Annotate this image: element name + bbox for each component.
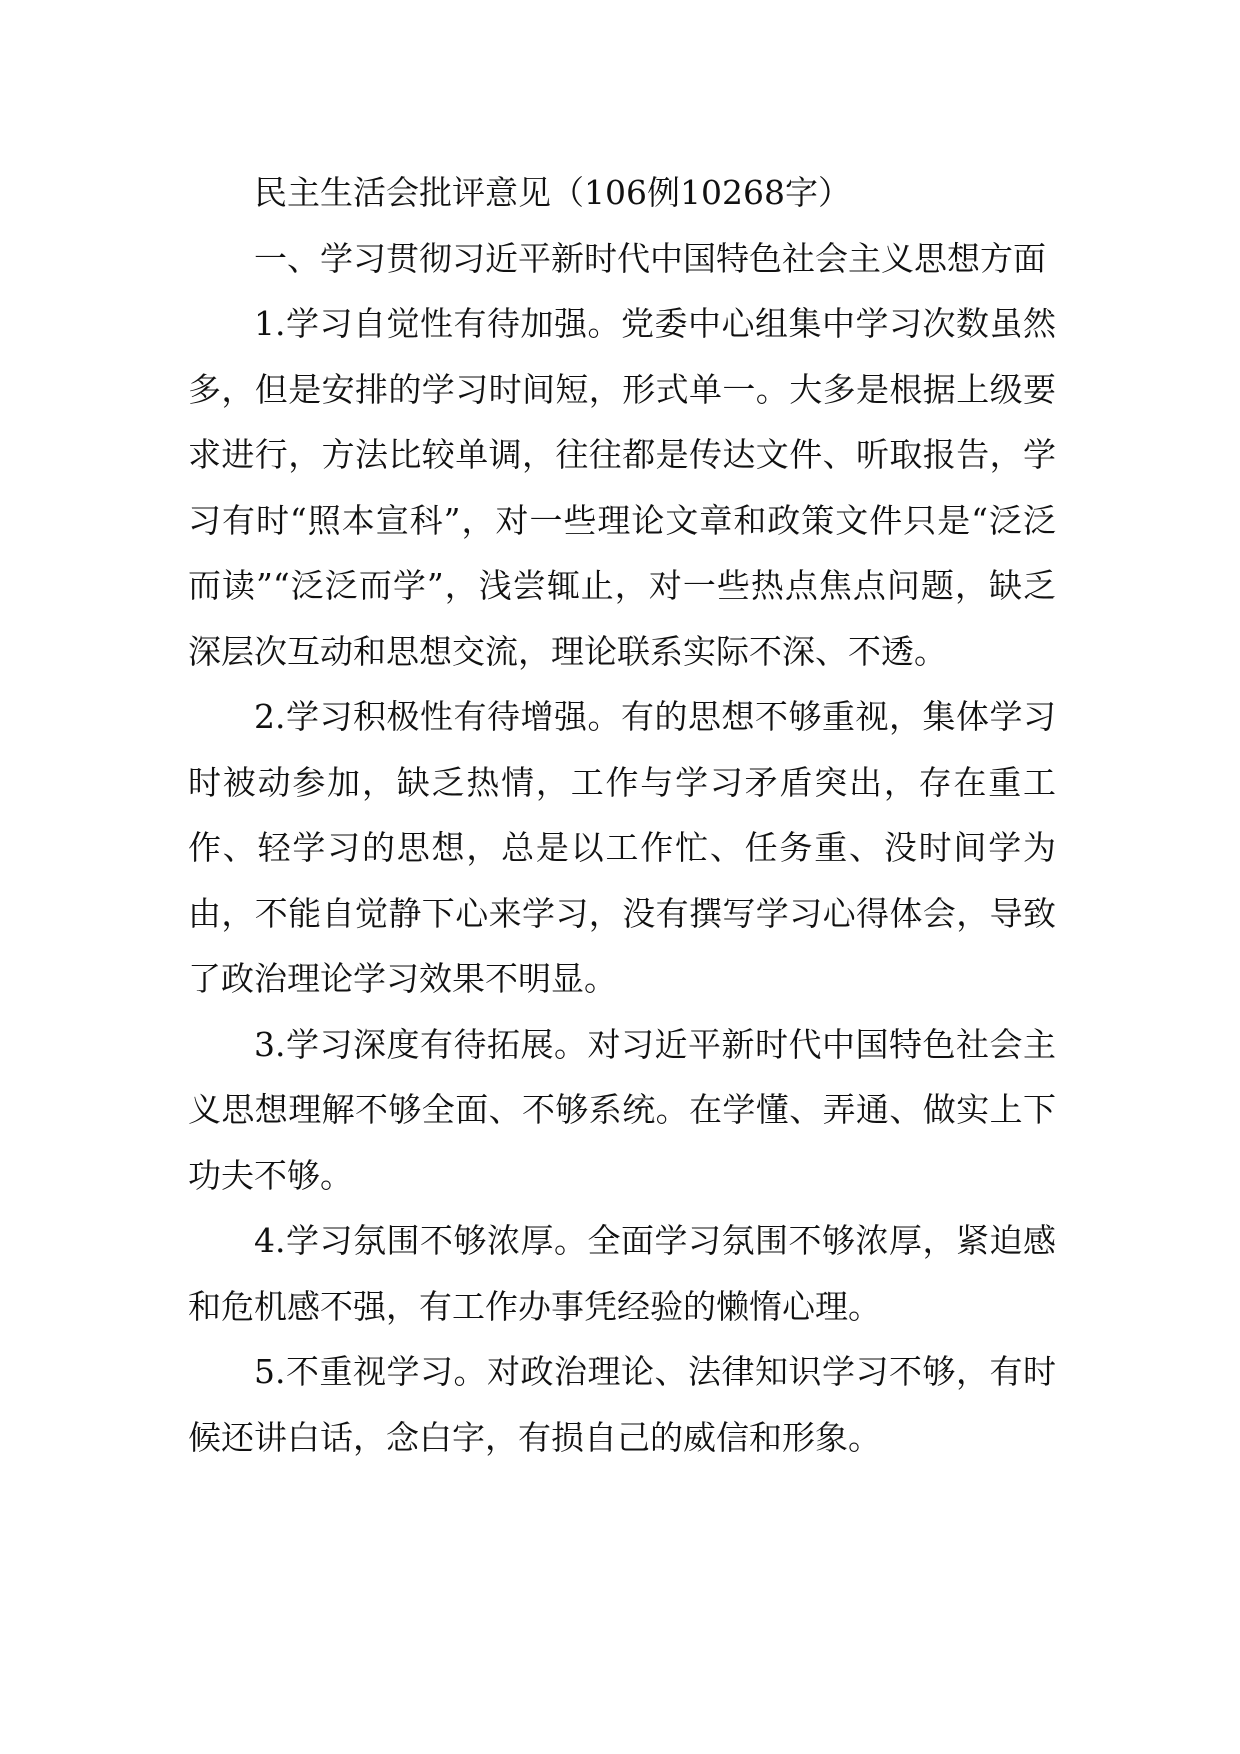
- paragraph-2: 2.学习积极性有待增强。有的思想不够重视，集体学习时被动参加，缺乏热情，工作与学习矛盾突出，存在重工作、轻学习的思想，总是以工作忙、任务重、没时间学为由，不能自觉静下心来学习，没有撰写学习心得体会，导致了政治理论学习效果不明显。: [188, 697, 1056, 998]
- document-page: [188, 160, 1056, 1470]
- paragraph-1: 1.学习自觉性有待加强。党委中心组集中学习次数虽然多，但是安排的学习时间短，形式单一。大多是根据上级要求进行，方法比较单调，往往都是传达文件、听取报告，学习有时“照本宣科”，对一些理论文章和政策文件只是“泛泛而读”“泛泛而学”，浅尝辄止，对一些热点焦点问题，缺乏深层次互动和思想交流，理论联系实际不深、不透。: [188, 304, 1056, 671]
- paragraph-4: 4.学习氛围不够浓厚。全面学习氛围不够浓厚，紧迫感和危机感不强，有工作办事凭经验的懒惰心理。: [188, 1221, 1056, 1326]
- paragraph-3: 3.学习深度有待拓展。对习近平新时代中国特色社会主义思想理解不够全面、不够系统。在学懂、弄通、做实上下功夫不够。: [188, 1024, 1056, 1195]
- section-heading: 一、学习贯彻习近平新时代中国特色社会主义思想方面: [254, 238, 1046, 278]
- document-title: 民主生活会批评意见（106例10268字）: [254, 173, 851, 212]
- paragraph-5: 5.不重视学习。对政治理论、法律知识学习不够，有时候还讲白话，念白字，有损自己的威信和形象。: [188, 1352, 1056, 1457]
